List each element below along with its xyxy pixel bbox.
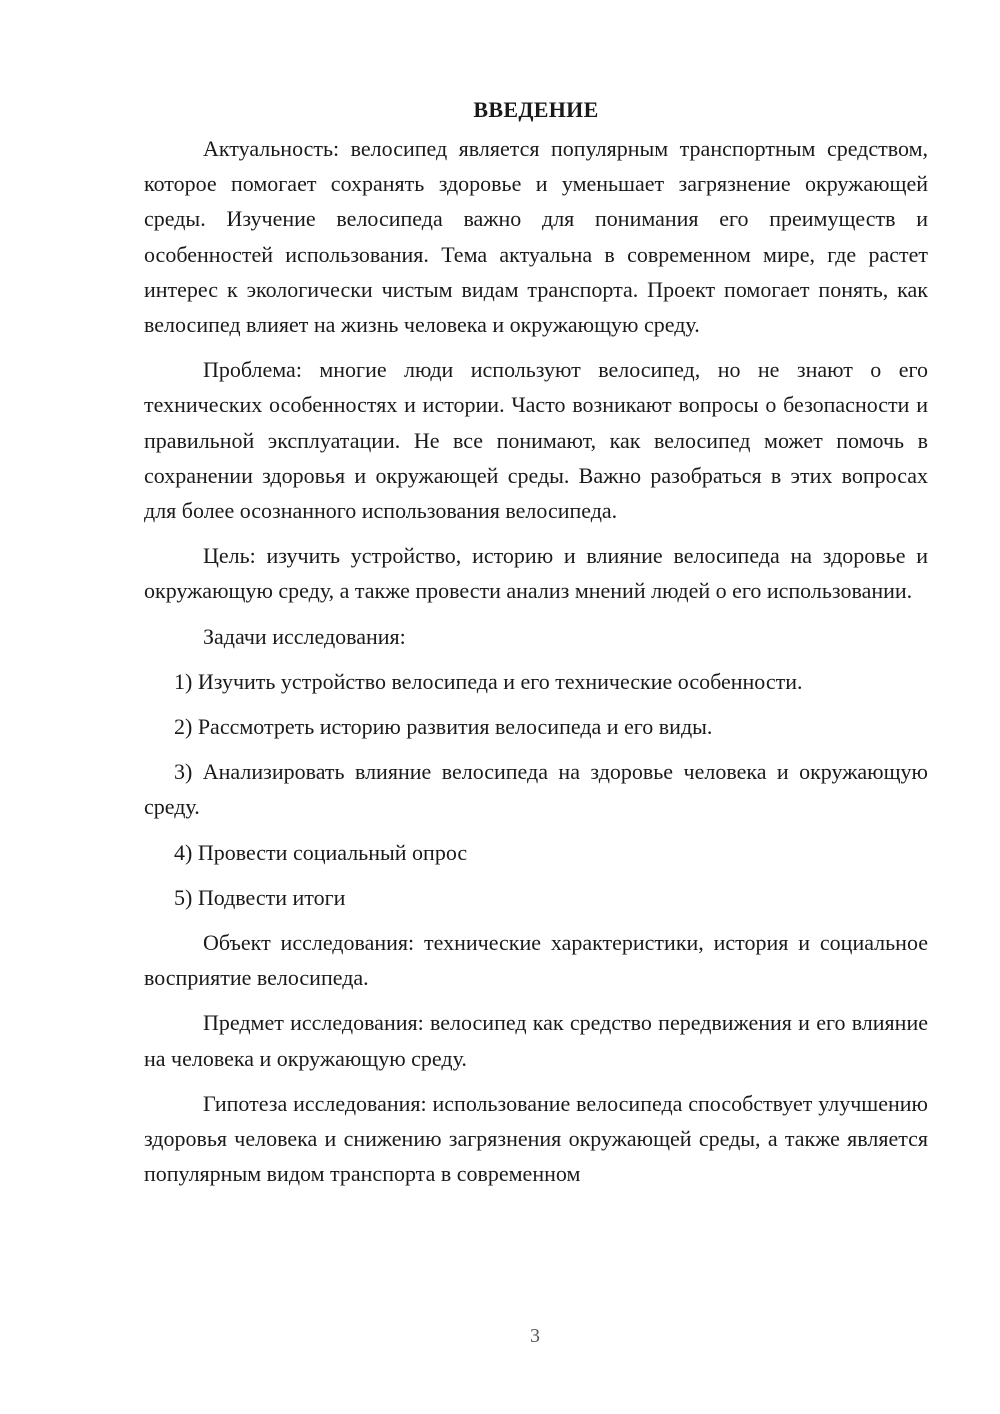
task-item-1: 1) Изучить устройство велосипеда и его технические особенности. xyxy=(174,668,803,694)
task-item-5: 5) Подвести итоги xyxy=(174,884,346,910)
task-item-4: 4) Провести социальный опрос xyxy=(174,839,468,865)
page-number: 3 xyxy=(530,1325,540,1347)
paragraph-goal: Цель: изучить устройство, историю и влияние велосипеда на здоровье и окружающую среду, а также провести анализ мнений людей о его использовании. xyxy=(144,543,928,604)
document-page xyxy=(144,92,928,1201)
tasks-list xyxy=(144,664,928,915)
paragraph-problem: Проблема: многие люди используют велосипед, но не знают о его технических особенностях и истории. Часто возникают вопросы о безопасности и правильной эксплуатации. Не все понимают, как велосипед может помочь в сохранении здоровья и окружающей среды. Важно разобраться в этих вопросах для более осознанного использования велосипеда. xyxy=(144,357,928,524)
task-item-3: 3) Анализировать влияние велосипеда на здоровье человека и окружающую среду. xyxy=(144,759,928,820)
tasks-heading: Задачи исследования: xyxy=(203,623,406,649)
paragraph-subject: Предмет исследования: велосипед как средство передвижения и его влияние на человека и окружающую среду. xyxy=(144,1010,928,1071)
paragraph-object: Объект исследования: технические характеристики, история и социальное восприятие велосипеда. xyxy=(144,930,928,991)
section-title: ВВЕДЕНИЕ xyxy=(473,97,599,122)
paragraph-hypothesis: Гипотеза исследования: использование велосипеда способствует улучшению здоровья человека и снижению загрязнения окружающей среды, а также является популярным видом транспорта в современном xyxy=(144,1090,928,1187)
paragraph-relevance: Актуальность: велосипед является популярным транспортным средством, которое помогает сохранять здоровье и уменьшает загрязнение окружающей среды. Изучение велосипеда важно для понимания его преимуществ и особенностей использования. Тема актуальна в современном мире, где растет интерес к экологически чистым видам транспорта. Проект помогает понять, как велосипед влияет на жизнь человека и окружающую среду. xyxy=(144,136,928,338)
task-item-2: 2) Рассмотреть историю развития велосипеда и его виды. xyxy=(174,714,713,740)
